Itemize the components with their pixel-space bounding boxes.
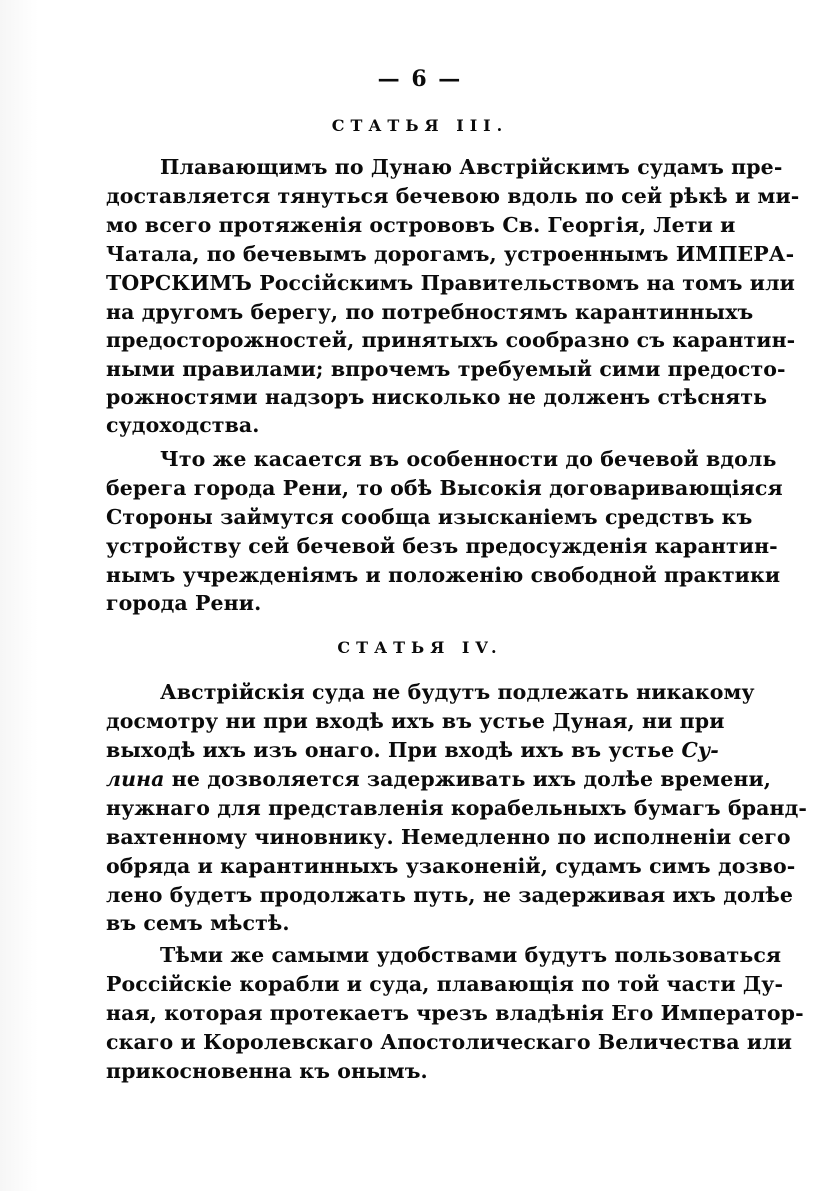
- text-line: [106, 736, 719, 766]
- text-line: лено будетъ продолжать путь, не задерживая ихъ долѣе: [106, 883, 793, 907]
- text-line: мо всего протяженія острововъ Св. Георгія, Лети и: [106, 213, 736, 237]
- article-3-heading: СТАТЬЯ III.: [331, 116, 509, 135]
- text-line: Чатала, по бечевымъ дорогамъ, устроеннымъ ИМПЕРА-: [106, 242, 795, 266]
- text-line: въ семъ мѣстѣ.: [106, 911, 290, 935]
- italic-word: лина: [106, 767, 165, 791]
- scan-shadow: [0, 0, 38, 1191]
- text-line: ная, которая протекаетъ чрезъ владѣнія Его Император-: [106, 1001, 804, 1025]
- text-line: вахтенному чиновнику. Немедленно по исполненіи сего: [106, 825, 791, 849]
- text-segment: не дозволяется задерживать ихъ долѣе времени,: [171, 767, 772, 791]
- text-line: Стороны займутся сообща изысканіемъ средствъ къ: [106, 505, 753, 529]
- text-line: Плавающимъ по Дунаю Австрійскимъ судамъ пре-: [160, 155, 783, 179]
- text-segment: выходѣ ихъ изъ онаго. При входѣ ихъ въ устье: [106, 738, 675, 762]
- text-line: ТОРСКИМЪ Россійскимъ Правительствомъ на томъ или: [106, 271, 795, 295]
- text-line: предосторожностей, принятыхъ сообразно съ карантин-: [106, 328, 796, 352]
- text-line: Что же касается въ особенности до бечевой вдоль: [160, 447, 777, 471]
- text-line: города Рени.: [106, 591, 262, 615]
- text-line: Россійскіе корабли и суда, плавающія по той части Ду-: [106, 972, 784, 996]
- text-line: доставляется тянуться бечевою вдоль по сей рѣкѣ и ми-: [106, 184, 800, 208]
- text-line: Тѣми же самыми удобствами будутъ пользоваться: [160, 943, 782, 967]
- text-line: нужнаго для представленія корабельныхъ бумагъ бранд-: [106, 796, 808, 820]
- text-line: нымъ учрежденіямъ и положенію свободной практики: [106, 563, 781, 587]
- article-4-heading: СТАТЬЯ IV.: [337, 638, 503, 657]
- text-line: рожностями надзоръ нисколько не долженъ стѣснять: [106, 385, 768, 409]
- text-line: обряда и карантинныхъ узаконеній, судамъ симъ дозво-: [106, 854, 796, 878]
- text-line: [106, 765, 772, 795]
- text-line: досмотру ни при входѣ ихъ въ устье Дуная, ни при: [106, 709, 725, 733]
- text-line: берега города Рени, то обѣ Высокія договаривающіяся: [106, 476, 783, 500]
- text-line: ными правилами; впрочемъ требуемый сими предосто-: [106, 357, 786, 381]
- text-line: устройству сей бечевой безъ предосужденія карантин-: [106, 534, 778, 558]
- italic-word: Су-: [681, 738, 719, 762]
- page-number: — 6 —: [377, 66, 463, 92]
- text-line: прикосновенна къ онымъ.: [106, 1059, 428, 1083]
- text-line: скаго и Королевскаго Апостолическаго Величества или: [106, 1030, 793, 1054]
- text-line: Австрійскія суда не будутъ подлежать никакому: [160, 680, 755, 704]
- text-line: судоходства.: [106, 413, 260, 437]
- text-line: на другомъ берегу, по потребностямъ карантинныхъ: [106, 300, 754, 324]
